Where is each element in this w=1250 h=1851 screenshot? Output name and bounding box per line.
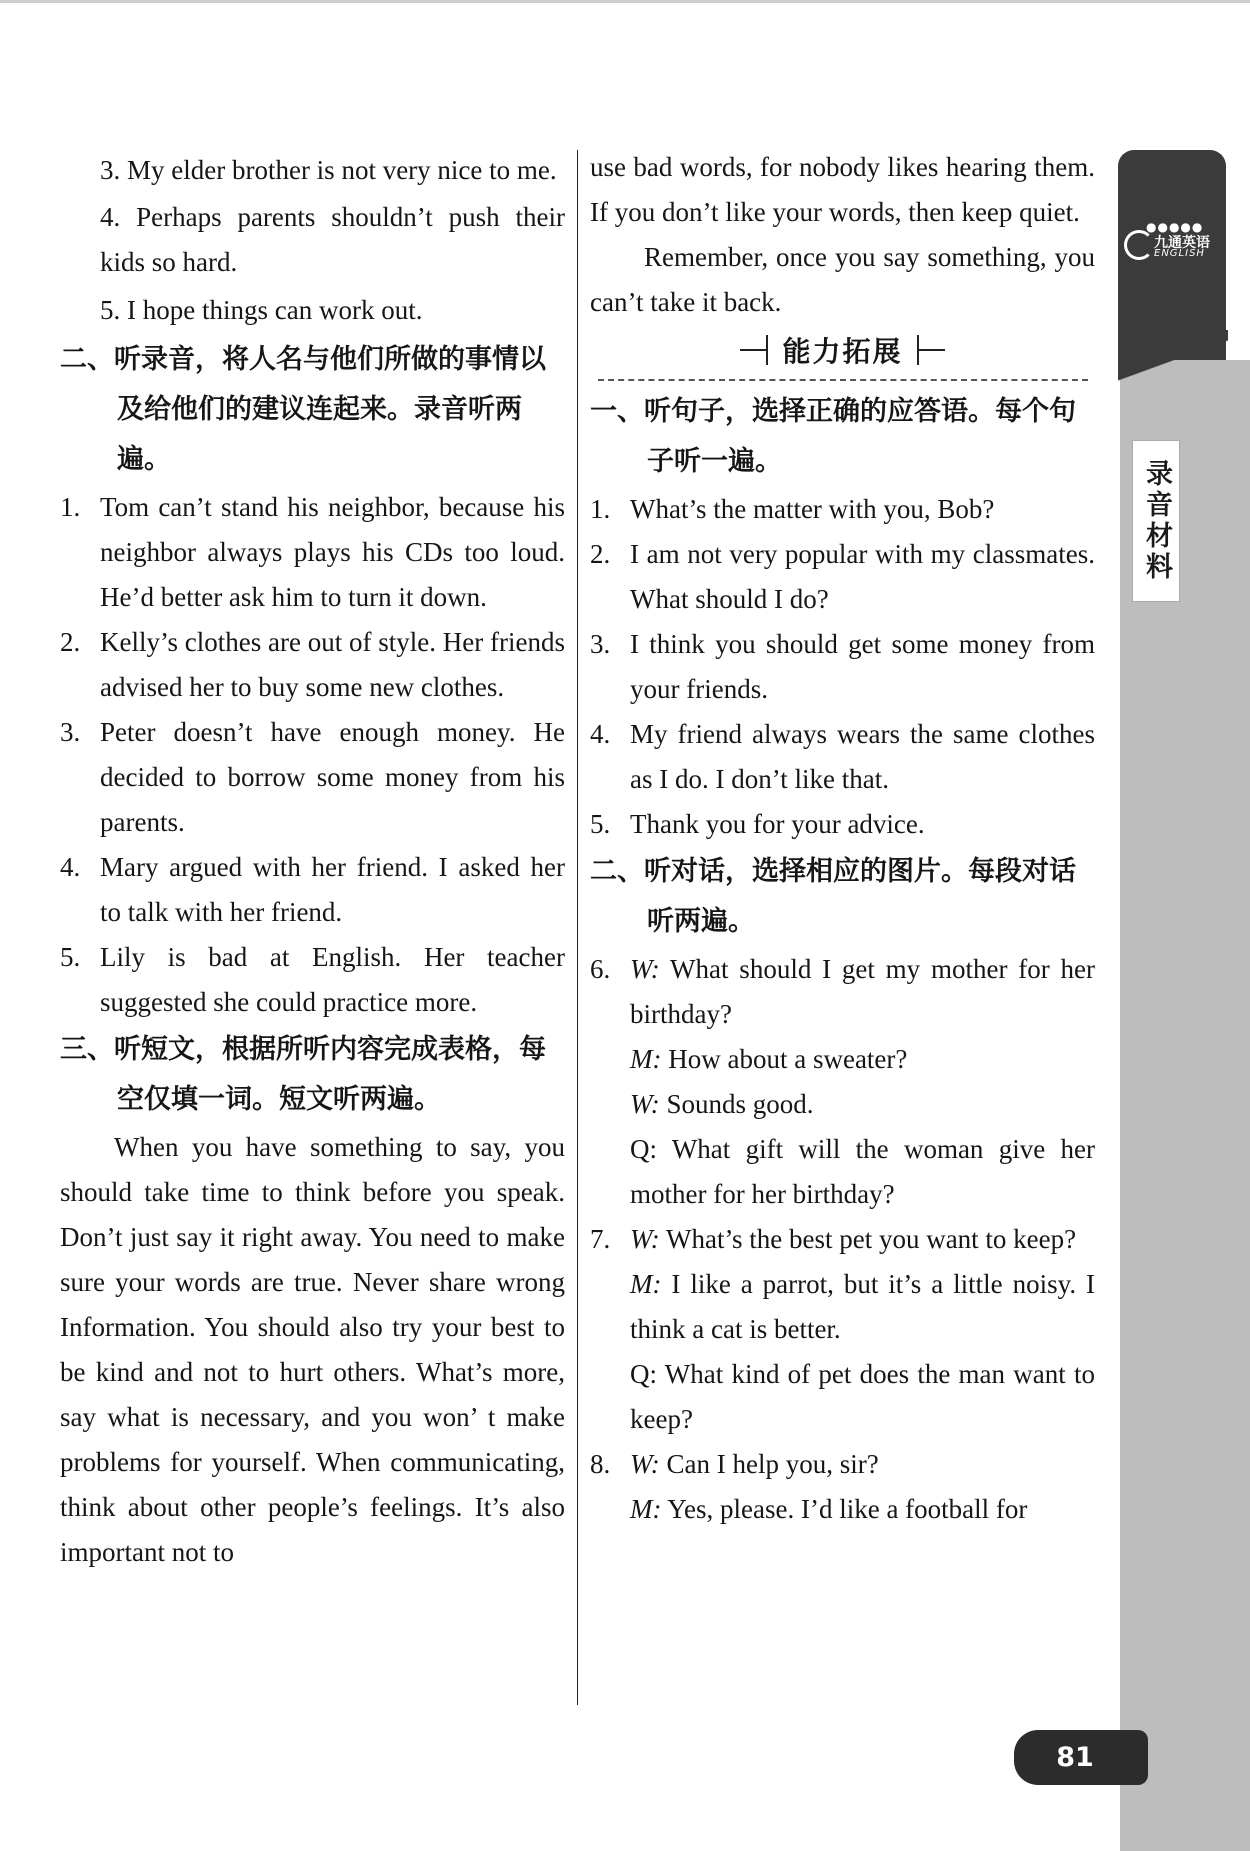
list-item: 5. Lily is bad at English. Her teacher suggested she could practice more. bbox=[60, 942, 565, 1017]
title-bracket-right bbox=[917, 349, 945, 351]
list-item: 3. Peter doesn’t have enough money. He decided to borrow some money from his parents. bbox=[60, 717, 565, 837]
dialogue-line: M: Yes, please. I’d like a football for bbox=[630, 1494, 1028, 1524]
list-item: 3. My elder brother is not very nice to me. bbox=[100, 155, 557, 185]
passage-paragraph: Remember, once you say something, you can’t take it back. bbox=[590, 242, 1095, 317]
section-heading: 二、听录音，将人名与他们所做的事情以及给他们的建议连起来。录音听两遍。 bbox=[60, 344, 546, 475]
list-item: 4. Mary argued with her friend. I asked her to talk with her friend. bbox=[60, 852, 565, 927]
dialogue-question: Q: What kind of pet does the man want to keep? bbox=[630, 1359, 1095, 1434]
page-number-badge bbox=[1014, 1730, 1148, 1785]
list-item: 5. I hope things can work out. bbox=[100, 295, 423, 325]
list-item: 4. Perhaps parents shouldn’t push their kids so hard. bbox=[100, 202, 565, 277]
dialogue-question: Q: What gift will the woman give her mother for her birthday? bbox=[630, 1134, 1095, 1209]
logo-swirl-icon bbox=[1124, 230, 1154, 260]
title-bracket-left bbox=[740, 349, 768, 351]
section-heading: 一、听句子，选择正确的应答语。每个句子听一遍。 bbox=[590, 396, 1076, 477]
list-item: 3. I think you should get some money from your friends. bbox=[590, 629, 1095, 704]
top-rule bbox=[0, 0, 1250, 3]
dialogue-line: 8. W: Can I help you, sir? bbox=[590, 1449, 879, 1479]
page-number: 81 bbox=[1056, 1742, 1094, 1773]
side-tab-slant bbox=[1118, 330, 1228, 390]
column-divider bbox=[577, 150, 578, 1705]
right-column bbox=[590, 145, 1095, 1532]
dialogue-line: M: I like a parrot, but it’s a little noisy. I think a cat is better. bbox=[630, 1269, 1095, 1344]
list-item: 5. Thank you for your advice. bbox=[590, 809, 925, 839]
dialogue-line: M: How about a sweater? bbox=[630, 1044, 908, 1074]
section-title: 能力拓展 bbox=[590, 325, 1095, 375]
list-item: 1. What’s the matter with you, Bob? bbox=[590, 494, 995, 524]
list-item: 2. Kelly’s clothes are out of style. Her friends advised her to buy some new clothes. bbox=[60, 627, 565, 702]
list-item: 1. Tom can’t stand his neighbor, because his neighbor always plays his CDs too loud. He’d better ask him to turn it down. bbox=[60, 492, 565, 612]
dialogue-line: W: Sounds good. bbox=[630, 1089, 814, 1119]
list-item: 2. I am not very popular with my classmates. What should I do? bbox=[590, 539, 1095, 614]
section-heading: 三、听短文，根据所听内容完成表格，每空仅填一词。短文听两遍。 bbox=[60, 1034, 546, 1115]
publisher-logo: ●●●●● 九通英语 ENGLISH bbox=[1120, 212, 1224, 262]
left-column bbox=[60, 145, 565, 1575]
dialogue-line: 6. W: What should I get my mother for her birthday? bbox=[590, 954, 1095, 1029]
passage-paragraph: When you have something to say, you should take time to think before you speak. Don’t just say it right away. You need to make sure your words are true. Never share wrong Information. You should also try your best to be kind and not to hurt others. What’s more, say what is necessary, and you won’ t make problems for yourself. When communicating, think about other people’s feelings. It’s also important not to bbox=[60, 1132, 565, 1567]
dashed-divider bbox=[598, 379, 1088, 381]
side-tab-label: 录音材料 bbox=[1132, 440, 1180, 602]
dialogue-line: 7. W: What’s the best pet you want to keep? bbox=[590, 1224, 1077, 1254]
logo-dots-icon: ●●●●● bbox=[1146, 220, 1204, 234]
section-heading: 二、听对话，选择相应的图片。每段对话听两遍。 bbox=[590, 856, 1076, 937]
list-item: 4. My friend always wears the same clothes as I do. I don’t like that. bbox=[590, 719, 1095, 794]
passage-paragraph: use bad words, for nobody likes hearing them. If you don’t like your words, then keep quiet. bbox=[590, 152, 1095, 227]
